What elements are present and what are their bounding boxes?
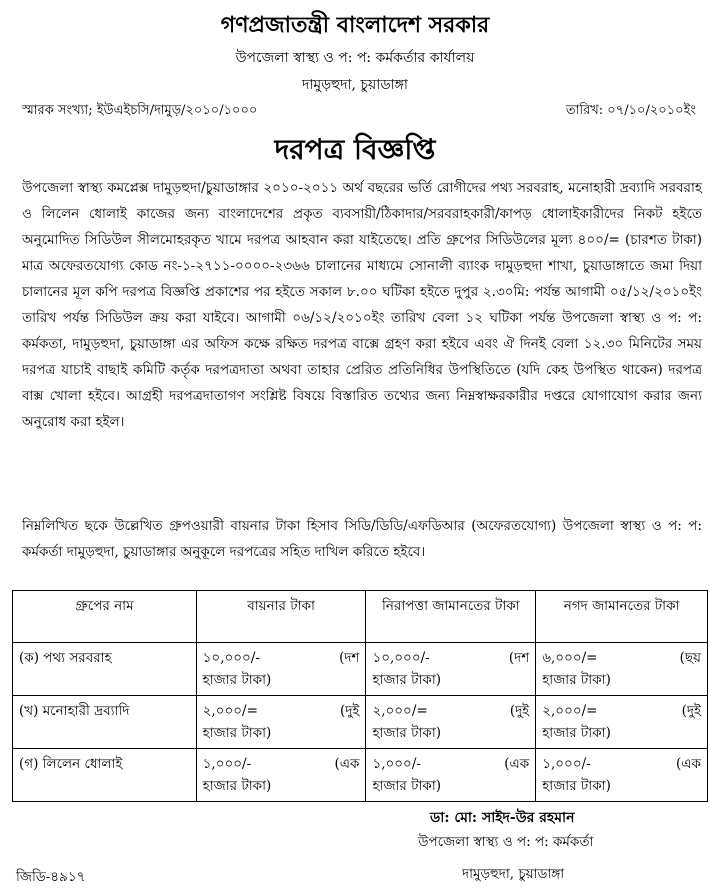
amount: ২,০০০/= [202,703,258,719]
amount: ১০,০০০/- [202,650,260,666]
group-name-cell: (গ) লিলেন ধোলাই [13,749,197,802]
office-name: উপজেলা স্বাস্থ্য ও প: প: কর্মকর্তার কার্যালয় [235,50,475,66]
cash-cell [536,696,708,749]
earnest-cell [196,696,366,749]
amount-words: হাজার টাকা) [202,778,272,794]
amount-paren: (দশ [508,650,530,666]
notice-paragraph-deposit: নিম্নলিখিত ছকে উল্লেখিত গ্রুপওয়ারী বায়নার টাকা হিসাব সিডি/ডিডি/এফডিআর (অফেরতযোগ্য) উপজেলা স্বাস্থ্য ও প: প: কর্মকর্তা দামুড়হুদা, চুয়াডাঙ্গার অনুকূলে দরপত্রের সহিত দাখিল করিতে হইবে। [22,518,702,560]
government-heading: গণপ্রজাতন্ত্রী বাংলাদেশ সরকার [220,12,490,38]
notice-date: তারিখ: ০৭/১০/২০১০ইং [565,103,696,118]
amount-words: হাজার টাকা) [372,778,442,794]
amount-words: হাজার টাকা) [372,672,442,688]
amount: ৬,০০০/= [542,650,598,666]
amount-paren: (এক [334,756,360,772]
header-earnest-money: বায়নার টাকা [196,591,366,643]
amount: ১,০০০/- [202,756,252,772]
gd-number: জিডি-৪৯১৭ [16,869,86,885]
table-row [13,749,708,802]
amount-words: হাজার টাকা) [542,778,611,794]
table-row [13,696,708,749]
amount-words: হাজার টাকা) [202,725,272,741]
header-security-deposit: নিরাপত্তা জামানতের টাকা [366,591,536,643]
security-cell [366,696,536,749]
memo-number: স্মারক সংখ্যা; ইউএইচসি/দামুড়/২০১০/১০০০ [22,103,258,118]
group-name-cell: (খ) মনোহারী দ্রব্যাদি [13,696,197,749]
header-cash-deposit: নগদ জামানতের টাকা [536,591,708,643]
amount-words: হাজার টাকা) [542,672,611,688]
security-cell [366,643,536,696]
earnest-cell [196,749,366,802]
group-deposit-table [12,590,708,802]
earnest-cell [196,643,366,696]
amount: ১০,০০০/- [372,650,430,666]
amount-words: হাজার টাকা) [202,672,272,688]
signatory-name: ডা: মো: সাইদ-উর রহমান [430,810,575,826]
amount-paren: (এক [504,756,530,772]
amount: ২,০০০/= [372,703,428,719]
amount-paren: (দুই [681,703,701,719]
table-header-row [13,591,708,643]
header-group-name: গ্রুপের নাম [13,591,197,643]
cash-cell [536,749,708,802]
amount-paren: (দুই [340,703,360,719]
signatory-designation: উপজেলা স্বাস্থ্য ও প: প: কর্মকর্তা [418,834,594,850]
group-name-cell: (ক) পথ্য সরবরাহ [13,643,197,696]
amount-words: হাজার টাকা) [372,725,442,741]
cash-cell [536,643,708,696]
amount-paren: (দুই [509,703,530,719]
amount-paren: (এক [676,756,701,772]
amount-paren: (দশ [339,650,360,666]
amount-paren: (ছয় [679,650,701,666]
amount-words: হাজার টাকা) [542,725,611,741]
amount: ১,০০০/- [372,756,421,772]
notice-paragraph-main: উপজেলা স্বাস্থ্য কমপ্লেক্স দামুড়হুদা/চুয়াডাঙ্গার ২০১০-২০১১ অর্থ বছরের ভর্তি রোগীদের পথ্য সরবরাহ, মনোহারী দ্রব্যাদি সরবরাহ ও লিলেন ধোলাই কাজের জন্য বাংলাদেশের প্রকৃত ব্যবসায়ী/ঠিকাদার/সরবরাহকারী/কাপড় ধোলাইকারীদের নিকট হইতে অনুমোদিত সিডিউল সীলমোহরকৃত খামে দরপত্র আহবান করা যাইতেছে। প্রতি গ্রুপের সিডিউলের মূল্য ৪০০/= (চারশত টাকা) মাত্র অফেরতযোগ্য কোড নং-১-২৭১১-০০০০-২৩৬৬ চালানের মাধ্যমে সোনালী ব্যাংক দামুড়হুদা শাখা, চুয়াডাঙ্গাতে জমা দিয়া চালানের মূল কপি দরপত্র বিজ্ঞপ্তি প্রকাশের পর হইতে সকাল ৮.০০ ঘটিকা হইতে দুপুর ২.৩০মি: পর্যন্ত আগামী ০৫/১২/২০১০ইং তারিখ পর্যন্ত সিডিউল ক্রয় করা যাইবে। আগামী ০৬/১২/২০১০ইং তারিখ বেলা ১২ ঘটিকা পর্যন্ত উপজেলা স্বাস্থ্য ও প: প: কর্মকতা, দামুড়হুদা, চুয়াডাঙ্গা এর অফিস কক্ষে রক্ষিত দরপত্র বাক্সে গ্রহণ করা হইবে এবং ঐ দিনই বেলা ১২.৩০ মিনিটের সময় দরপত্র যাচাই বাছাই কমিটি কর্তৃক দরপত্রদাতা অথবা তাহার প্রেরিত প্রতিনিধির উপস্থিতিতে (যদি কেহ উপস্থিত থাকেন) দরপত্র বাক্স খোলা হইবে। আগ্রহী দরপত্রদাতাগণ সংশ্লিষ্ট বিষয়ে বিস্তারিত তথ্যের জন্য নিম্নস্বাক্ষরকারীর দপ্তরে যোগাযোগ করার জন্য অনুরোধ করা হইল। [22,180,702,430]
table-row [13,643,708,696]
office-location: দামুড়হুদা, চুয়াডাঙ্গা [301,77,408,93]
amount: ২,০০০/= [542,703,598,719]
signatory-place: দামুড়হুদা, চুয়াডাঙ্গা [462,866,565,882]
amount: ১,০০০/- [542,756,591,772]
security-cell [366,749,536,802]
notice-title: দরপত্র বিজ্ঞপ্তি [274,133,436,166]
